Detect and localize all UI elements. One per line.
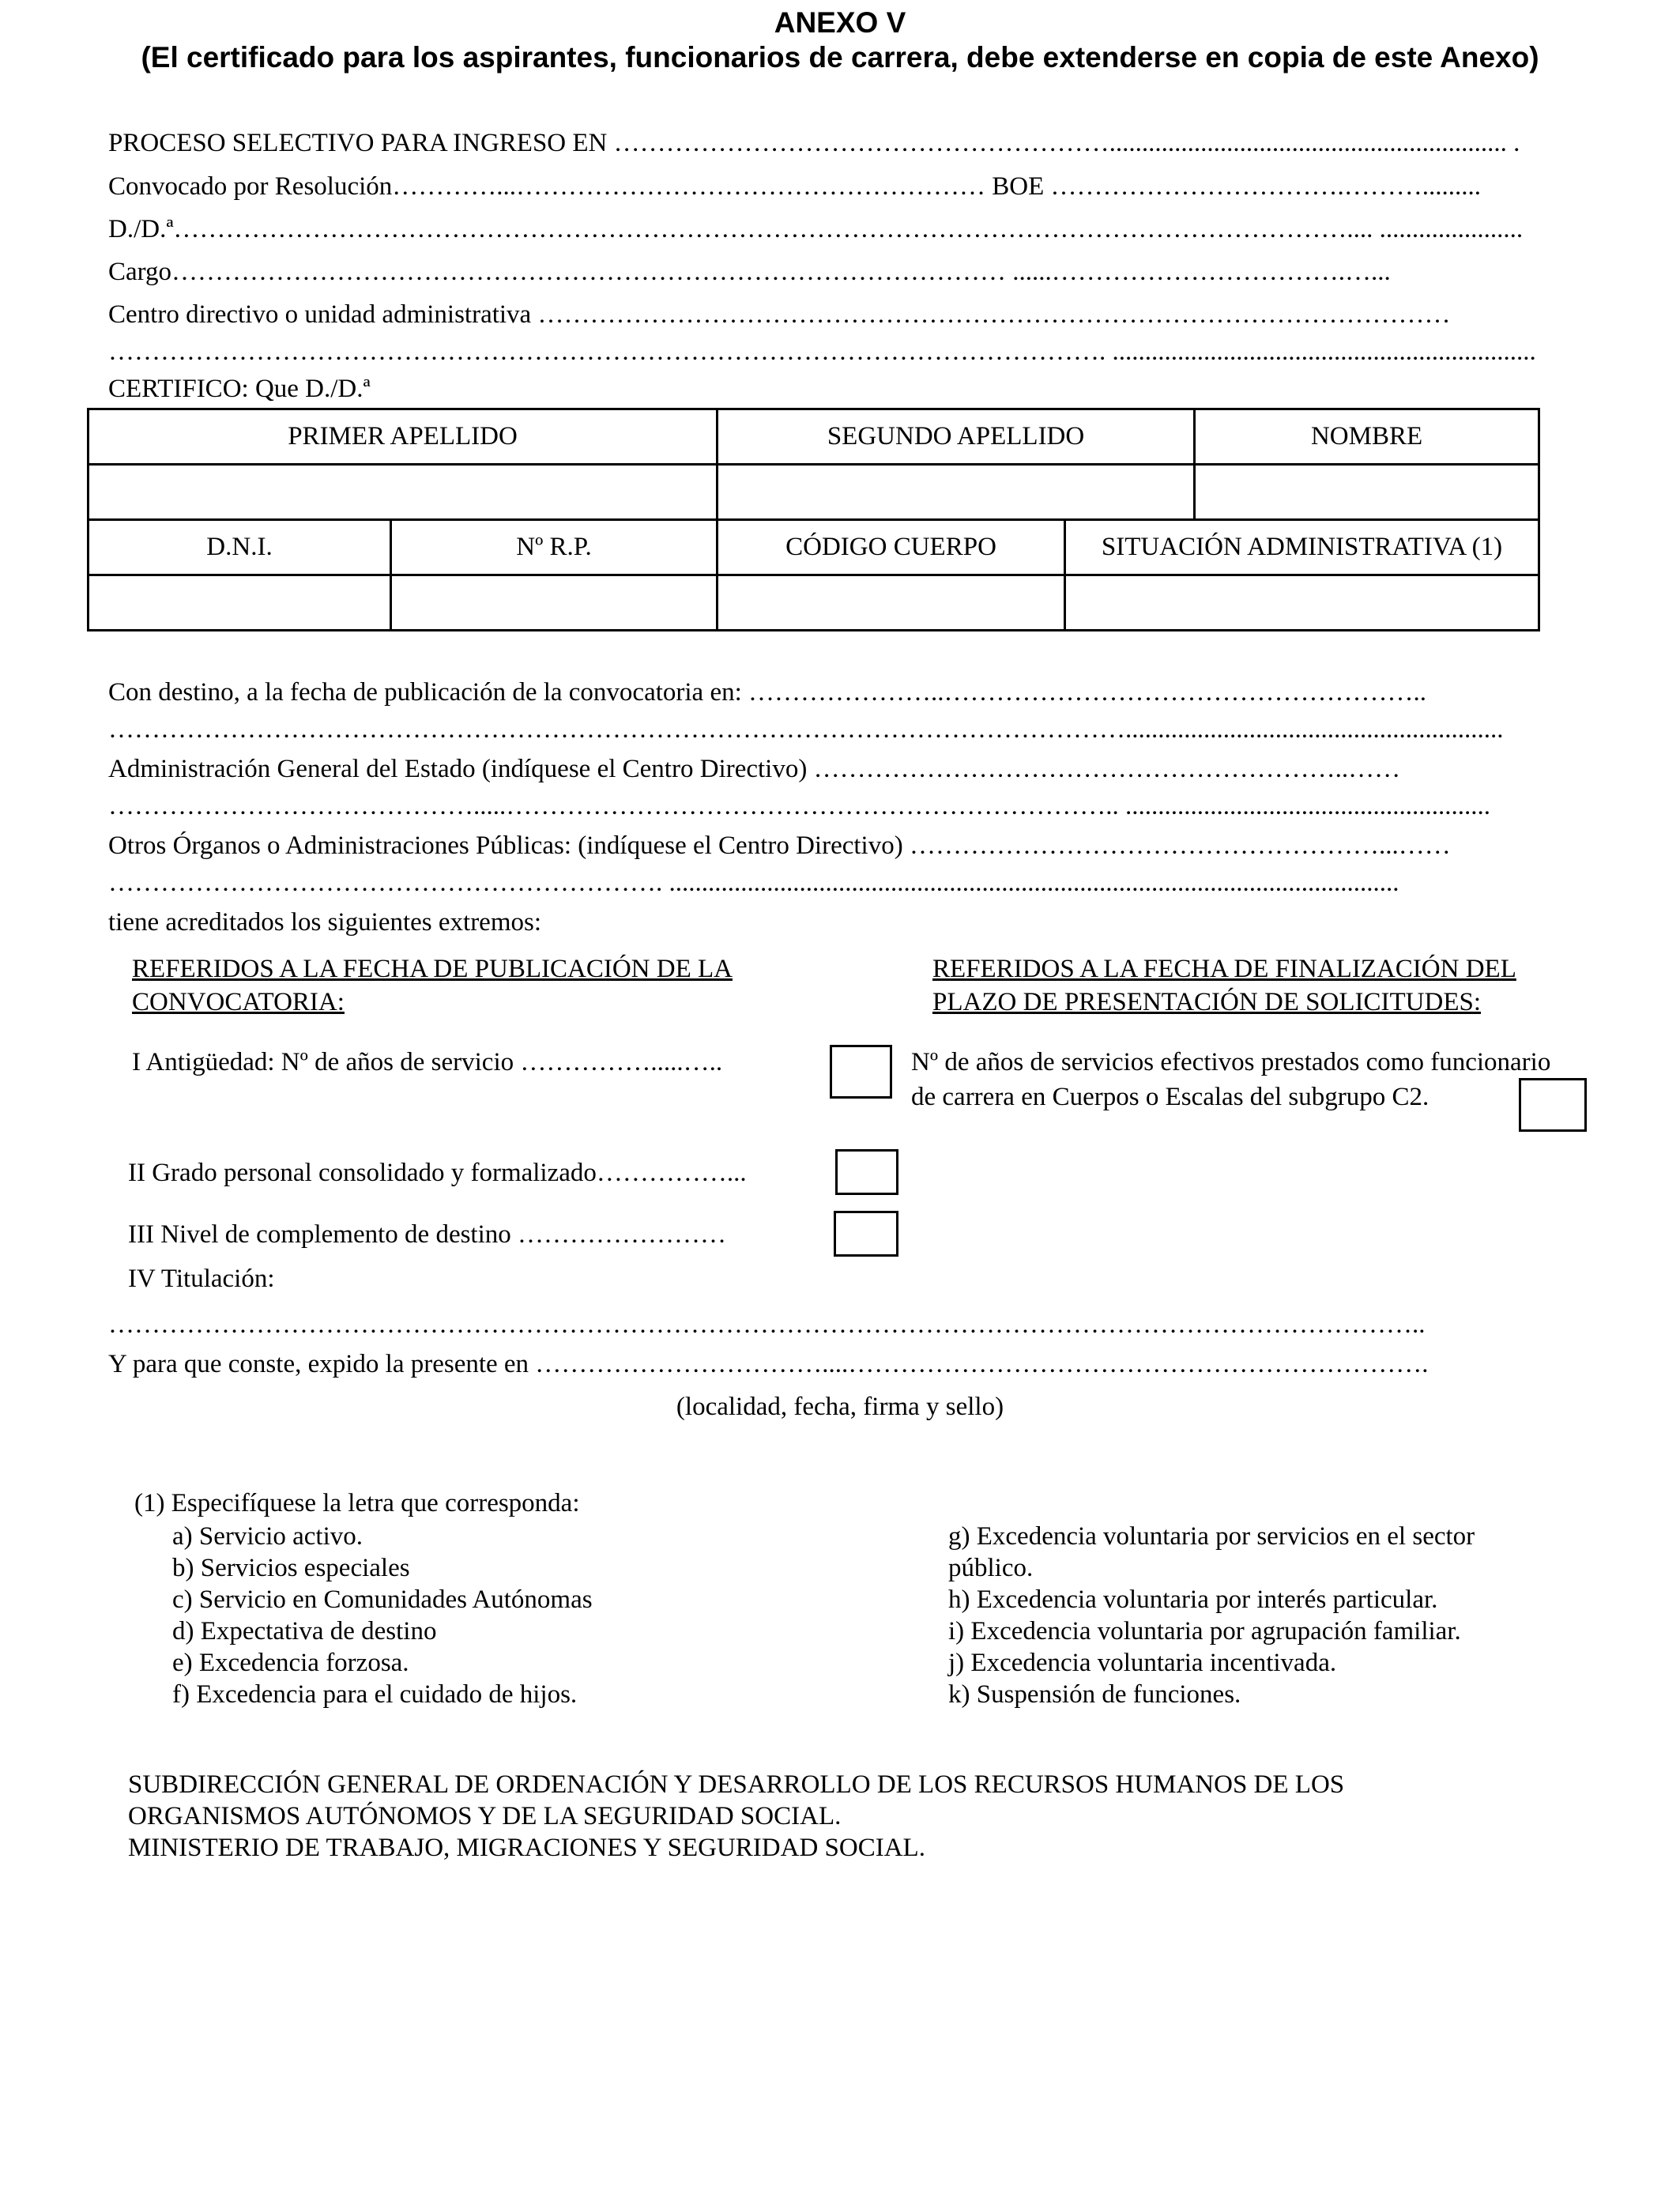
age-line: Administración General del Estado (indíquese el Centro Directivo) ……………………………………………………..…… (108, 755, 1401, 783)
proceso-selectivo-line: PROCESO SELECTIVO PARA INGRESO EN …………………………………………………............................................................. . (108, 129, 1520, 157)
footer-ministerio: MINISTERIO DE TRABAJO, MIGRACIONES Y SEGURIDAD SOCIAL. (128, 1834, 925, 1862)
notes-right-list (948, 1521, 1475, 1710)
header-situacion-administrativa: SITUACIÓN ADMINISTRATIVA (1) (1065, 520, 1539, 575)
dd-line: D./D.ª……………………………………………………………………………………………………………………….... ...................... (108, 215, 1524, 243)
certifico-line: CERTIFICO: Que D./D.ª (108, 375, 371, 403)
note-item: público. (948, 1554, 1034, 1582)
header-primer-apellido: PRIMER APELLIDO (89, 409, 718, 465)
cell-nombre[interactable] (1195, 465, 1539, 520)
header-dni: D.N.I. (89, 520, 391, 575)
notes-intro: (1) Especifíquese la letra que corresponda: (134, 1489, 580, 1517)
cell-primer-apellido[interactable] (89, 465, 718, 520)
note-item: i) Excedencia voluntaria por agrupación familiar. (948, 1617, 1461, 1646)
header-codigo-cuerpo: CÓDIGO CUERPO (718, 520, 1065, 575)
otros-cont-line: ………………………………………………………. ................................................................................................................ (108, 869, 1399, 897)
servicios-efectivos-line2: de carrera en Cuerpos o Escalas del subgrupo C2. (911, 1083, 1430, 1111)
servicios-efectivos-line1: Nº de años de servicios efectivos prestados como funcionario (911, 1048, 1551, 1076)
header-nombre: NOMBRE (1195, 409, 1539, 465)
cell-situacion-administrativa[interactable] (1065, 575, 1539, 631)
nivel-complemento-label: III Nivel de complemento de destino …………………… (128, 1220, 727, 1249)
note-item: d) Expectativa de destino (172, 1617, 437, 1646)
identity-table (87, 408, 1540, 631)
grado-personal-box[interactable] (835, 1149, 898, 1195)
notes-left-list (172, 1521, 593, 1710)
header-segundo-apellido: SEGUNDO APELLIDO (718, 409, 1195, 465)
footer-organismos: ORGANISMOS AUTÓNOMOS Y DE LA SEGURIDAD SOCIAL. (128, 1802, 842, 1830)
note-item: k) Suspensión de funciones. (948, 1680, 1241, 1709)
conste-line: Y para que conste, expido la presente en ……………………………....…………………………………………………………. (108, 1350, 1429, 1378)
convocado-line: Convocado por Resolución…………...……………………………………………… BOE …………………………….………......... (108, 172, 1482, 201)
antiguedad-box[interactable] (830, 1045, 892, 1099)
cell-nrp[interactable] (391, 575, 718, 631)
annex-subtitle: (El certificado para los aspirantes, funcionarios de carrera, debe extenderse en copia de este Anexo) (141, 41, 1539, 74)
firma-caption: (localidad, fecha, firma y sello) (676, 1393, 1004, 1421)
cell-dni[interactable] (89, 575, 391, 631)
titulacion-label: IV Titulación: (128, 1265, 275, 1293)
centro-cont-line: ……………………………………………………………………………………………………. ................................................................. (108, 337, 1536, 366)
note-item: f) Excedencia para el cuidado de hijos. (172, 1680, 578, 1709)
note-item: b) Servicios especiales (172, 1554, 410, 1582)
grado-personal-label: II Grado personal consolidado y formalizado……………... (128, 1159, 747, 1187)
cell-segundo-apellido[interactable] (718, 465, 1195, 520)
titulacion-line: …………………………………………………………………………………………………………………………………….. (108, 1310, 1426, 1339)
antiguedad-label: I Antigüedad: Nº de años de servicio …………….....….. (132, 1048, 723, 1076)
left-heading-line2: CONVOCATORIA: (132, 988, 345, 1016)
note-item: e) Excedencia forzosa. (172, 1649, 409, 1677)
left-heading-line1: REFERIDOS A LA FECHA DE PUBLICACIÓN DE LA (132, 955, 733, 983)
right-heading-line1: REFERIDOS A LA FECHA DE FINALIZACIÓN DEL (932, 955, 1516, 983)
note-item: g) Excedencia voluntaria por servicios en el sector (948, 1522, 1475, 1551)
servicios-efectivos-box[interactable] (1519, 1078, 1587, 1132)
nivel-complemento-box[interactable] (834, 1211, 898, 1257)
cargo-line: Cargo…………………………………………………………………………………… ......…………………………….…... (108, 258, 1391, 286)
note-item: c) Servicio en Comunidades Autónomas (172, 1585, 593, 1614)
note-item: h) Excedencia voluntaria por interés particular. (948, 1585, 1438, 1614)
acreditados-line: tiene acreditados los siguientes extremos: (108, 908, 542, 937)
note-item: j) Excedencia voluntaria incentivada. (948, 1649, 1337, 1677)
age-cont-line: …………………………………….....…………………………………………………………….. ........................................................ (108, 792, 1490, 820)
otros-organos-line: Otros Órganos o Administraciones Públicas: (indíquese el Centro Directivo) ………………………………………………...…… (108, 831, 1451, 860)
destino-line: Con destino, a la fecha de publicación de la convocatoria en: …………………..……………………………………………….. (108, 678, 1427, 707)
header-nrp: Nº R.P. (391, 520, 718, 575)
cell-codigo-cuerpo[interactable] (718, 575, 1065, 631)
note-item: a) Servicio activo. (172, 1522, 363, 1551)
destino-cont-line: ……………………………………………………………………………………………………….......................................................... (108, 715, 1504, 744)
centro-line: Centro directivo o unidad administrativa …………………………………………………………………………………………… (108, 300, 1451, 329)
annex-title: ANEXO V (774, 6, 906, 39)
right-heading-line2: PLAZO DE PRESENTACIÓN DE SOLICITUDES: (932, 988, 1482, 1016)
footer-subdireccion: SUBDIRECCIÓN GENERAL DE ORDENACIÓN Y DESARROLLO DE LOS RECURSOS HUMANOS DE LOS (128, 1770, 1345, 1799)
